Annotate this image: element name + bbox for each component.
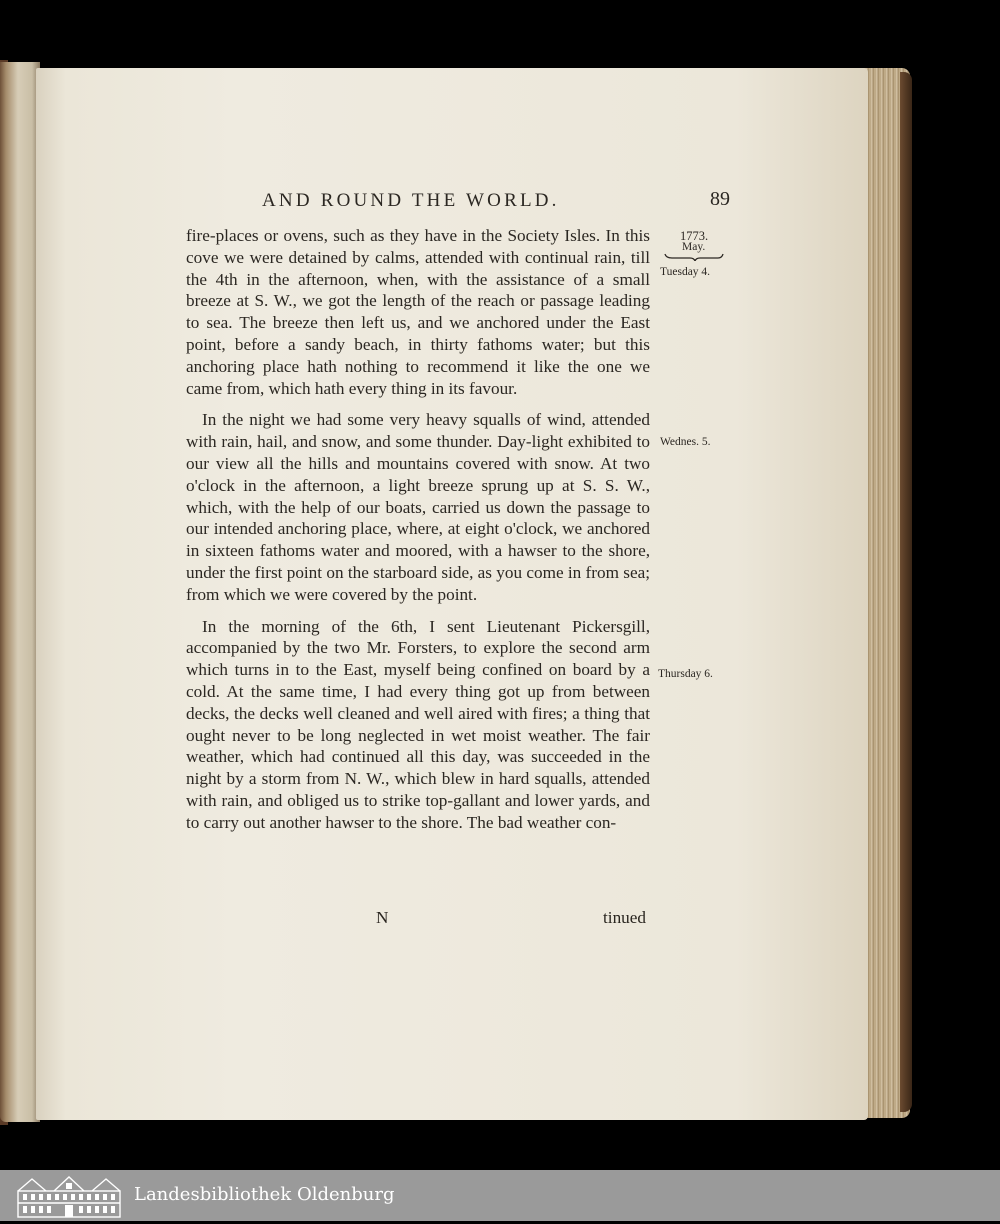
margin-thursday: Thursday 6.	[658, 668, 713, 680]
margin-tuesday: Tuesday 4.	[660, 266, 711, 278]
catchword: tinued	[603, 908, 646, 927]
running-head: AND ROUND THE WORLD.	[262, 190, 560, 211]
paragraph-1: fire-places or ovens, such as they have in the Society Isles. In this cove we were detained by calms, attended with continual rain, till the 4th in the afternoon, when, with the assistance of a small breeze at S. W., we got the length of the reach or passage leading to sea. The breeze then left us, and we anchored under the East point, before a sandy beach, in thirty fathoms water; but this anchoring place hath nothing to recommend it like the one we came from, which hath every thing in its favour.	[186, 226, 650, 398]
paragraph-2: In the night we had some very heavy squalls of wind, attended with rain, hail, and snow, and some thunder. Day-light exhibited to our view all the hills and mountains covered with snow. At two o'clock in the afternoon, a light breeze sprung up at S. S. W., which, with the help of our boats, carried us down the passage to our intended anchoring place, where, at eight o'clock, we anchored in sixteen fathoms water and moored, with a hawser to the shore, under the first point on the starboard side, as you come in from sea; from which we were covered by the point.	[186, 410, 650, 604]
paragraph-3: In the morning of the 6th, I sent Lieutenant Pickersgill, accompanied by the two Mr. Forsters, to explore the second arm which turns in to the East, myself being confined on board by a cold. At the same time, I had every thing got up from between decks, the decks well cleaned and well aired with fires; a thing that ought never to be long neglected in wet moist weather. The fair weather, which had continued all this day, was succeeded in the night by a storm from N. W., which blew in hard squalls, attended with rain, and obliged us to strike top-gallant and lower yards, and to carry out another hawser to the shore. The bad weather con-	[186, 616, 650, 832]
footer-library-name: Landesbibliothek Oldenburg	[134, 1184, 395, 1205]
margin-wednesday: Wednes. 5.	[660, 436, 711, 448]
margin-month: May.	[682, 241, 706, 253]
left-page-edge	[0, 62, 40, 1122]
right-cover-edge	[900, 72, 912, 1112]
library-building-icon	[14, 1173, 124, 1219]
margin-year: 1773.	[680, 229, 709, 243]
body-text	[186, 225, 650, 834]
signature-mark: N	[376, 908, 389, 927]
page-number: 89	[710, 188, 730, 210]
footer-banner	[0, 1170, 1000, 1221]
margin-brace-icon	[664, 253, 724, 261]
catchline	[186, 908, 650, 930]
